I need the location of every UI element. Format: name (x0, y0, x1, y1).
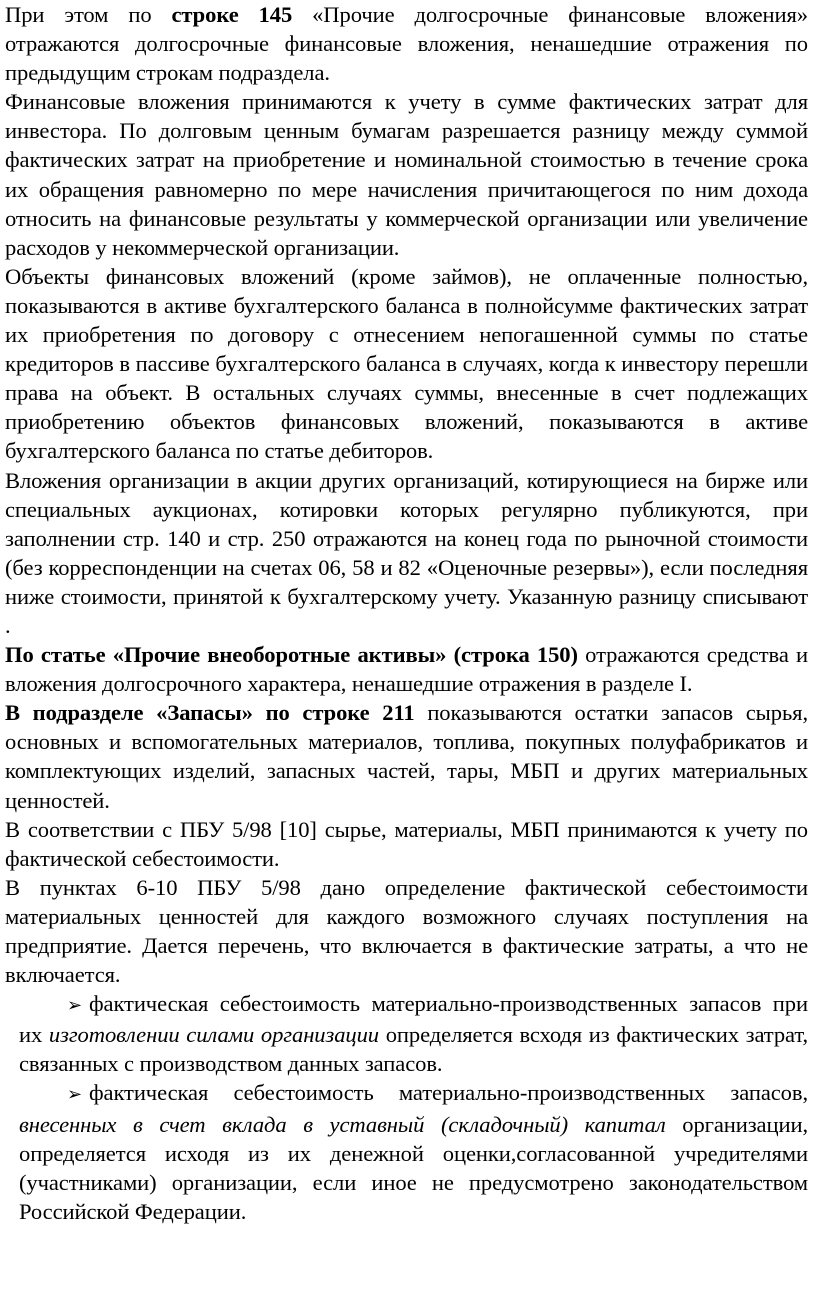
paragraph-pbu-points: В пунктах 6-10 ПБУ 5/98 дано определение фактической себестоимости материальных ценностей для каждого возможного случаях поступления на предприятие. Дается перечень, что включается в фактические затраты, а что не включается. (5, 874, 808, 988)
italic-term: внесенных в счет вклада в уставный (складочный) капитал (19, 1111, 666, 1137)
bullet-item (19, 1078, 808, 1225)
paragraph-line-211 (5, 698, 808, 814)
text: отражаются средства и вложения долгосрочного характера, ненашедшие отражения в разделе I. (5, 642, 808, 697)
paragraph-line-150 (5, 640, 808, 698)
text: фактическая себестоимость материально-производственных запасов, (89, 1080, 808, 1106)
paragraph-share-investments: Вложения организации в акции других организаций, котирующиеся на бирже или специальных аукционах, котировки которых регулярно публикуются, при заполнении стр. 140 и стр. 250 отражаются на конец года по рыночной стоимости (без корреспонденции на счетах 06, 58 и 82 «Оценочные резервы»), если последняя ниже стоимости, принятой к бухгалтерскому учету. Указанную разницу списывают . (5, 467, 808, 638)
arrowhead-bullet-icon: ➢ (67, 995, 82, 1017)
text: показываются остатки запасов сырья, основных и вспомогательных материалов, топлива, покупных полуфабрикатов и комплектующих изделий, запасных частей, тары, МБП и других материальных ценностей. (5, 700, 808, 813)
bullet-item (19, 989, 808, 1078)
bold-term: По статье «Прочие внеоборотные активы» (строка 150) (5, 642, 578, 668)
arrowhead-bullet-icon: ➢ (67, 1084, 82, 1106)
text: При этом по (5, 2, 172, 27)
bold-term: строке 145 (171, 2, 293, 27)
text: «Прочие долгосрочные финансовые вложения» отражаются долгосрочные финансовые вложения, ненашедшие отражения по предыдущим строкам подраздела. (5, 2, 808, 86)
bold-term: В подразделе «Запасы» по строке 211 (5, 700, 415, 726)
paragraph-line-145 (5, 0, 808, 87)
paragraph-pbu-5-98: В соответствии с ПБУ 5/98 [10] сырье, материалы, МБП принимаются к учету по фактической себестоимости. (5, 816, 808, 871)
text: определяется всходя из фактических затрат, связанных с производством данных запасов. (19, 1022, 808, 1077)
italic-term: изготовлении силами организации (48, 1022, 380, 1048)
paragraph-financial-investments: Финансовые вложения принимаются к учету в сумме фактических затрат для инвестора. По долговым ценным бумагам разрешается разницу между суммой фактических затрат на приобретение и номинальной стоимостью в течение срока их обращения равномерно по мере начисления причитающегося по ним дохода относить на финансовые результаты у коммерческой организации или увеличение расходов у некоммерческой организации. (5, 89, 808, 260)
paragraph-unpaid-investments: Объекты финансовых вложений (кроме займов), не оплаченные полностью, показываются в активе бухгалтерского баланса в полнойсумме фактических затрат их приобретения по договору с отнесением непогашенной суммы по статье кредиторов в пассиве бухгалтерского баланса в случаях, когда к инвестору перешли права на объект. В остальных случаях суммы, внесенные в счет подлежащих приобретению объектов финансовых вложений, показываются в активе бухгалтерского баланса по статье дебиторов. (5, 263, 808, 464)
text: фактическая себестоимость материально-производственных запасов при их (19, 991, 808, 1048)
text: организации, определяется исходя из их денежной оценки,согласованной учредителями (участниками) организации, если иное не предусмотрено законодательством Российской Федерации. (19, 1111, 809, 1224)
